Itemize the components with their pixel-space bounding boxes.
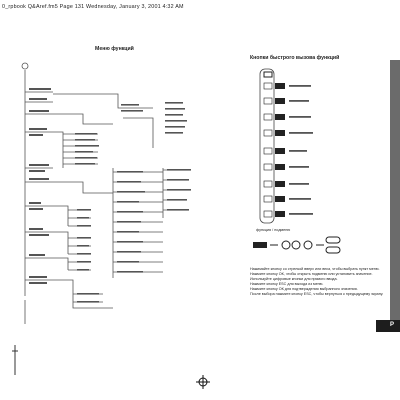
page-header: 0_rpbook Q&Aref.fm5 Page 131 Wednesday, January 3, 2001 4:32 AM <box>2 4 184 10</box>
margin-marker <box>12 345 18 375</box>
instruction-item: После выбора нажмите кнопку ESC, чтобы вернуться к предыдущему экрану. <box>250 292 384 296</box>
legend-label: функция / подменю <box>256 228 291 232</box>
legend-area <box>250 232 355 262</box>
instruction-item: Используйте цифровые кнопки для прямого ввода. <box>250 277 338 281</box>
section-tab <box>376 320 400 332</box>
menu-tree <box>13 58 203 358</box>
registration-mark-icon <box>196 375 210 389</box>
section-tab-label: Р <box>390 322 395 328</box>
quick-keys-title: Кнопки быстрого вызова функций <box>250 55 340 61</box>
instruction-item: Нажмите кнопку ESC для выхода из меню. <box>250 282 324 286</box>
quick-keys-diagram <box>255 68 345 228</box>
menu-tree-diagram <box>13 58 203 358</box>
instruction-item: Нажимайте кнопку со стрелкой вверх или вниз, чтобы выбрать пункт меню. <box>250 267 380 271</box>
legend-icons <box>250 232 355 262</box>
side-tab-strip <box>390 60 400 320</box>
quick-keys-panel <box>255 68 345 228</box>
instruction-item: Нажмите кнопку ОК, чтобы открыть подменю или установить значение. <box>250 272 373 276</box>
instructions <box>250 267 384 297</box>
menu-title: Меню функций <box>95 46 134 52</box>
instruction-item: Нажмите кнопку ОК для подтверждения выбранного значения. <box>250 287 358 291</box>
